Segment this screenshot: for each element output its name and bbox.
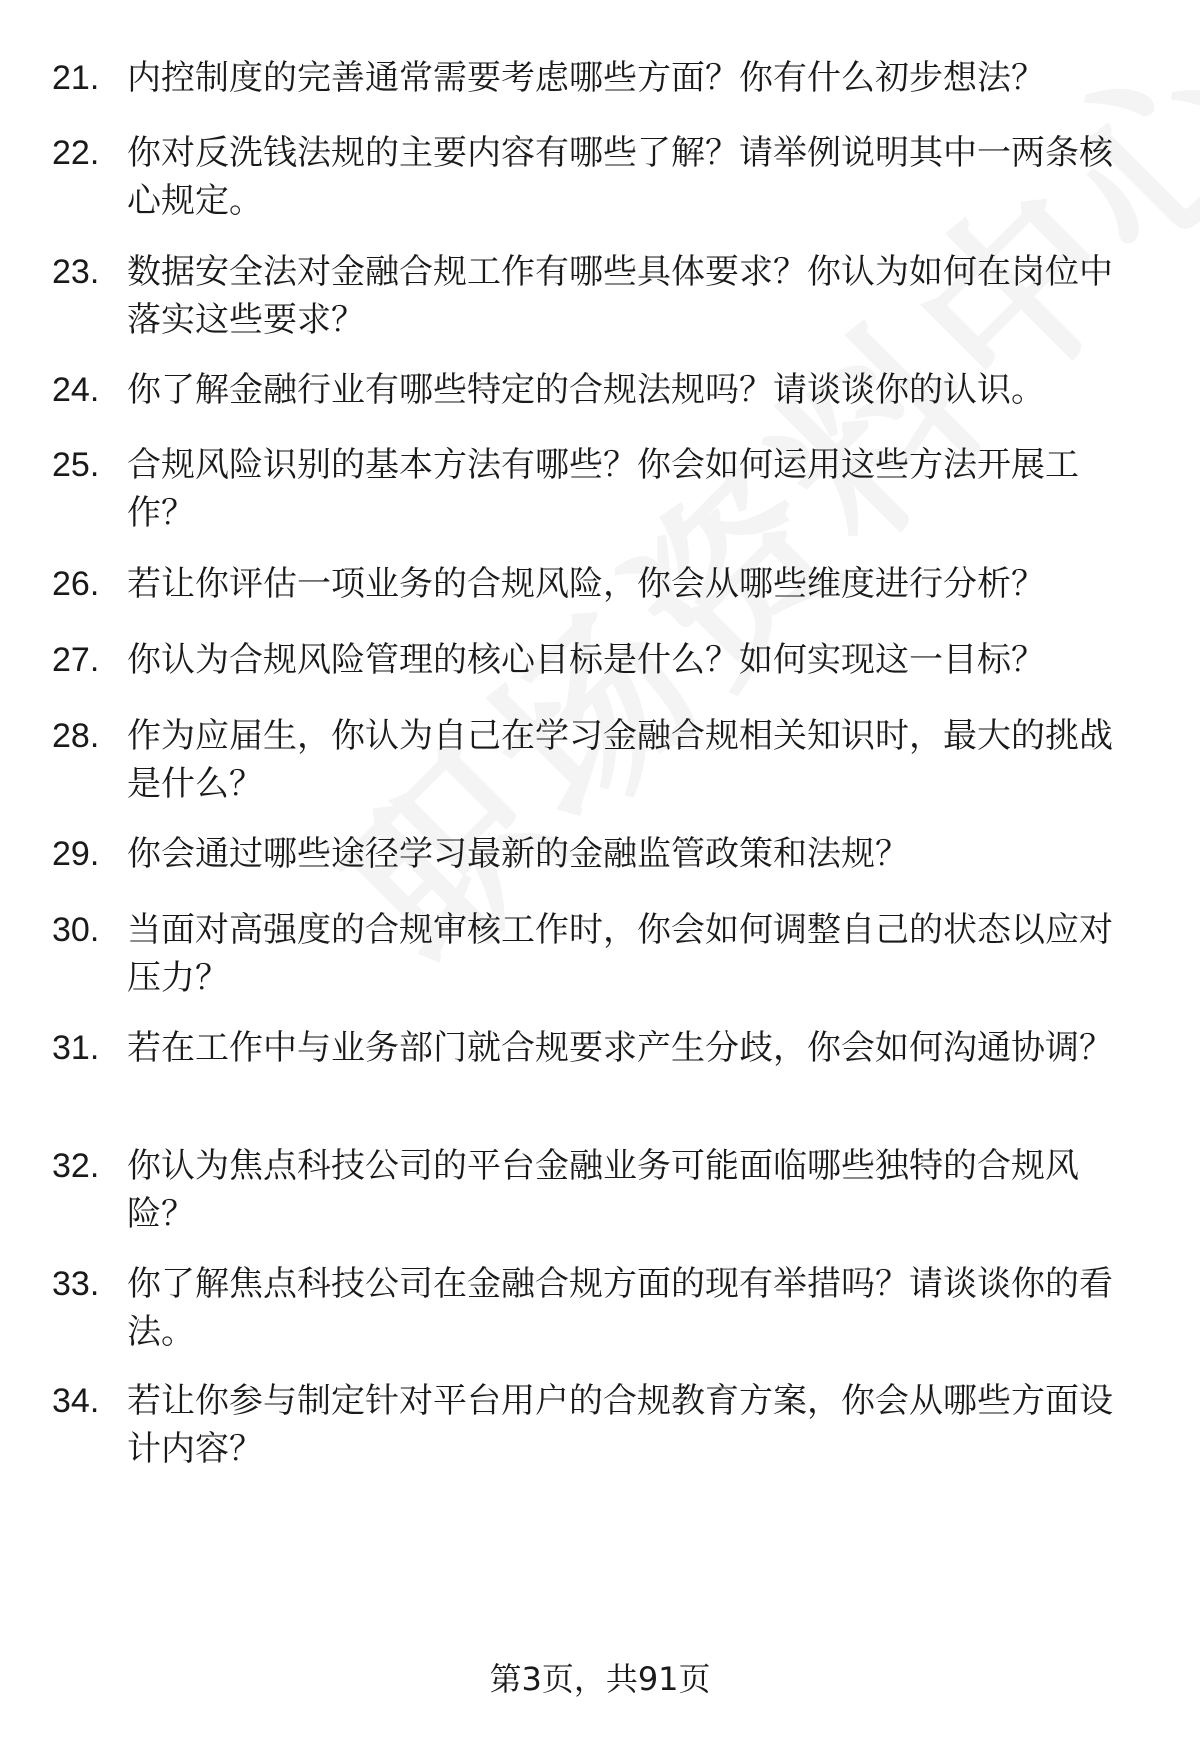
question-text: 若让你参与制定针对平台用户的合规教育方案，你会从哪些方面设计内容？ <box>127 1381 1113 1469</box>
question-number: 29. <box>52 835 100 873</box>
question-text: 你了解焦点科技公司在金融合规方面的现有举措吗？请谈谈你的看法。 <box>127 1264 1113 1352</box>
question-text: 当面对高强度的合规审核工作时，你会如何调整自己的状态以应对压力？ <box>127 910 1113 998</box>
question-number: 27. <box>52 641 100 679</box>
question-text: 作为应届生，你认为自己在学习金融合规相关知识时，最大的挑战是什么？ <box>127 716 1113 804</box>
question-number: 22. <box>52 134 100 172</box>
question-number: 21. <box>52 59 100 97</box>
question-number: 26. <box>52 565 100 603</box>
question-number: 28. <box>52 717 100 755</box>
question-text: 你认为合规风险管理的核心目标是什么？如何实现这一目标？ <box>127 640 1045 680</box>
question-text: 你对反洗钱法规的主要内容有哪些了解？请举例说明其中一两条核心规定。 <box>127 133 1113 221</box>
question-number: 23. <box>52 253 100 291</box>
question-number: 32. <box>52 1147 100 1185</box>
question-text: 内控制度的完善通常需要考虑哪些方面？你有什么初步想法？ <box>127 58 1045 98</box>
question-text: 数据安全法对金融合规工作有哪些具体要求？你认为如何在岗位中落实这些要求？ <box>127 252 1113 340</box>
page-number-footer: 第3页，共91页 <box>489 1660 711 1698</box>
question-text: 若让你评估一项业务的合规风险，你会从哪些维度进行分析？ <box>127 564 1045 604</box>
question-text: 你会通过哪些途径学习最新的金融监管政策和法规？ <box>127 834 909 874</box>
question-text: 若在工作中与业务部门就合规要求产生分歧，你会如何沟通协调？ <box>127 1028 1113 1068</box>
question-text: 你认为焦点科技公司的平台金融业务可能面临哪些独特的合规风险？ <box>127 1146 1079 1234</box>
question-number: 33. <box>52 1265 100 1303</box>
question-number: 25. <box>52 446 100 484</box>
question-number: 31. <box>52 1029 100 1067</box>
question-text: 合规风险识别的基本方法有哪些？你会如何运用这些方法开展工作？ <box>127 445 1079 533</box>
question-number: 24. <box>52 371 100 409</box>
question-number: 34. <box>52 1382 100 1420</box>
question-text: 你了解金融行业有哪些特定的合规法规吗？请谈谈你的认识。 <box>127 370 1045 410</box>
question-number: 30. <box>52 911 100 949</box>
